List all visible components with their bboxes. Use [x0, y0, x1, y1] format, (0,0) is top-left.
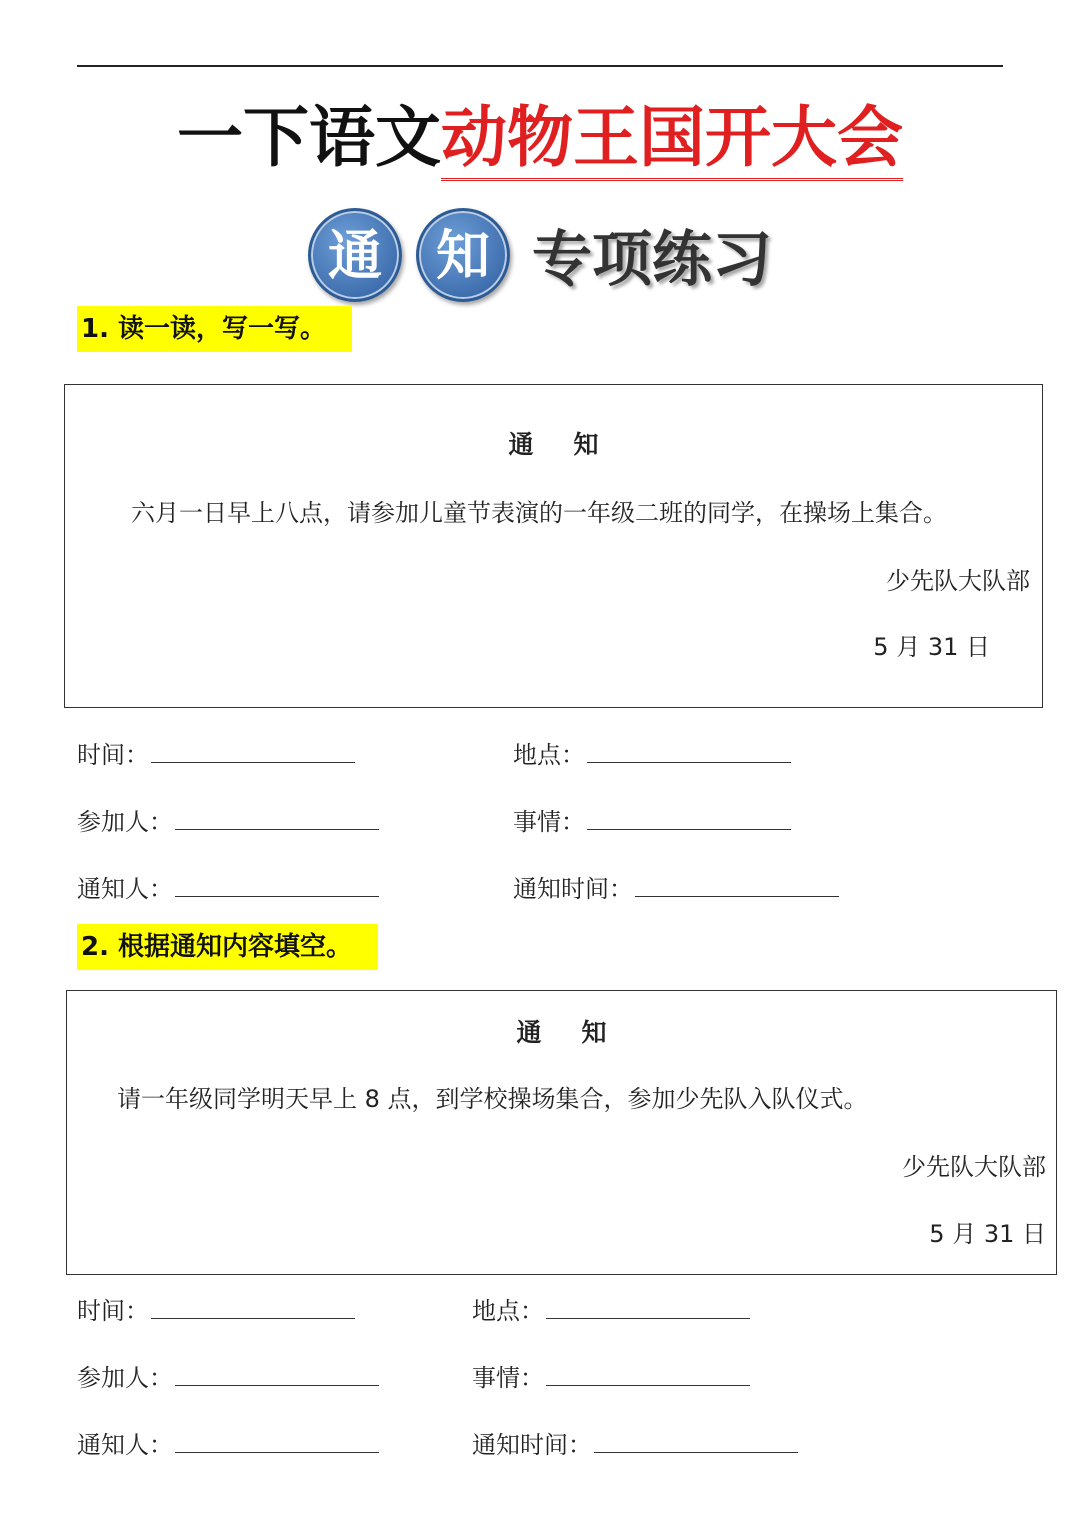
page-title — [0, 92, 1080, 182]
answer-blank[interactable] — [594, 1430, 798, 1453]
answer-blank[interactable] — [175, 1363, 379, 1386]
answer-blank[interactable] — [635, 874, 839, 897]
field-participants — [77, 1358, 379, 1393]
title-lesson: 动物王国开大会 — [441, 98, 903, 181]
section-2-label: 2. 根据通知内容填空。 — [77, 924, 378, 970]
answer-blank[interactable] — [587, 740, 791, 763]
notice-box-2 — [66, 990, 1057, 1275]
page-subtitle — [0, 205, 1080, 305]
field-label: 地点： — [472, 1297, 544, 1325]
badge-tong: 通 — [308, 208, 402, 302]
notice-body: 六月一日早上八点，请参加儿童节表演的一年级二班的同学，在操场上集合。 — [131, 499, 947, 527]
field-notice-time — [472, 1425, 798, 1460]
field-label: 地点： — [513, 741, 585, 769]
field-label: 事情： — [513, 808, 585, 836]
field-place — [472, 1291, 750, 1326]
field-place — [513, 735, 791, 770]
section-1-label: 1. 读一读，写一写。 — [77, 306, 352, 352]
field-label: 时间： — [77, 1297, 149, 1325]
answer-blank[interactable] — [175, 874, 379, 897]
answer-blank[interactable] — [151, 740, 355, 763]
notice-box-1 — [64, 384, 1043, 708]
field-label: 参加人： — [77, 1364, 173, 1392]
badge-zhi: 知 — [416, 208, 510, 302]
answer-blank[interactable] — [175, 1430, 379, 1453]
top-rule — [77, 65, 1003, 67]
answer-blank[interactable] — [546, 1296, 750, 1319]
answer-blank[interactable] — [546, 1363, 750, 1386]
field-participants — [77, 802, 379, 837]
field-matter — [472, 1358, 750, 1393]
title-grade: 一下语文 — [177, 98, 441, 176]
notice-signer: 少先队大队部 — [886, 567, 1030, 595]
subtitle-text: 专项练习 — [532, 225, 772, 295]
field-time — [77, 1291, 355, 1326]
field-notice-time — [513, 869, 839, 904]
notice-signer: 少先队大队部 — [902, 1153, 1046, 1181]
field-label: 事情： — [472, 1364, 544, 1392]
notice-body: 请一年级同学明天早上 8 点，到学校操场集合，参加少先队入队仪式。 — [117, 1085, 868, 1113]
answer-blank[interactable] — [151, 1296, 355, 1319]
notice-heading: 通知 — [516, 1018, 647, 1047]
notice-date: 5 月 31 日 — [873, 633, 990, 661]
field-label: 时间： — [77, 741, 149, 769]
answer-blank[interactable] — [587, 807, 791, 830]
notice-heading: 通知 — [508, 430, 639, 459]
notice-date: 5 月 31 日 — [929, 1220, 1046, 1248]
field-time — [77, 735, 355, 770]
field-label: 通知时间： — [472, 1431, 592, 1459]
field-notifier — [77, 1425, 379, 1460]
field-notifier — [77, 869, 379, 904]
answer-blank[interactable] — [175, 807, 379, 830]
field-label: 通知人： — [77, 875, 173, 903]
field-matter — [513, 802, 791, 837]
field-label: 参加人： — [77, 808, 173, 836]
field-label: 通知人： — [77, 1431, 173, 1459]
field-label: 通知时间： — [513, 875, 633, 903]
